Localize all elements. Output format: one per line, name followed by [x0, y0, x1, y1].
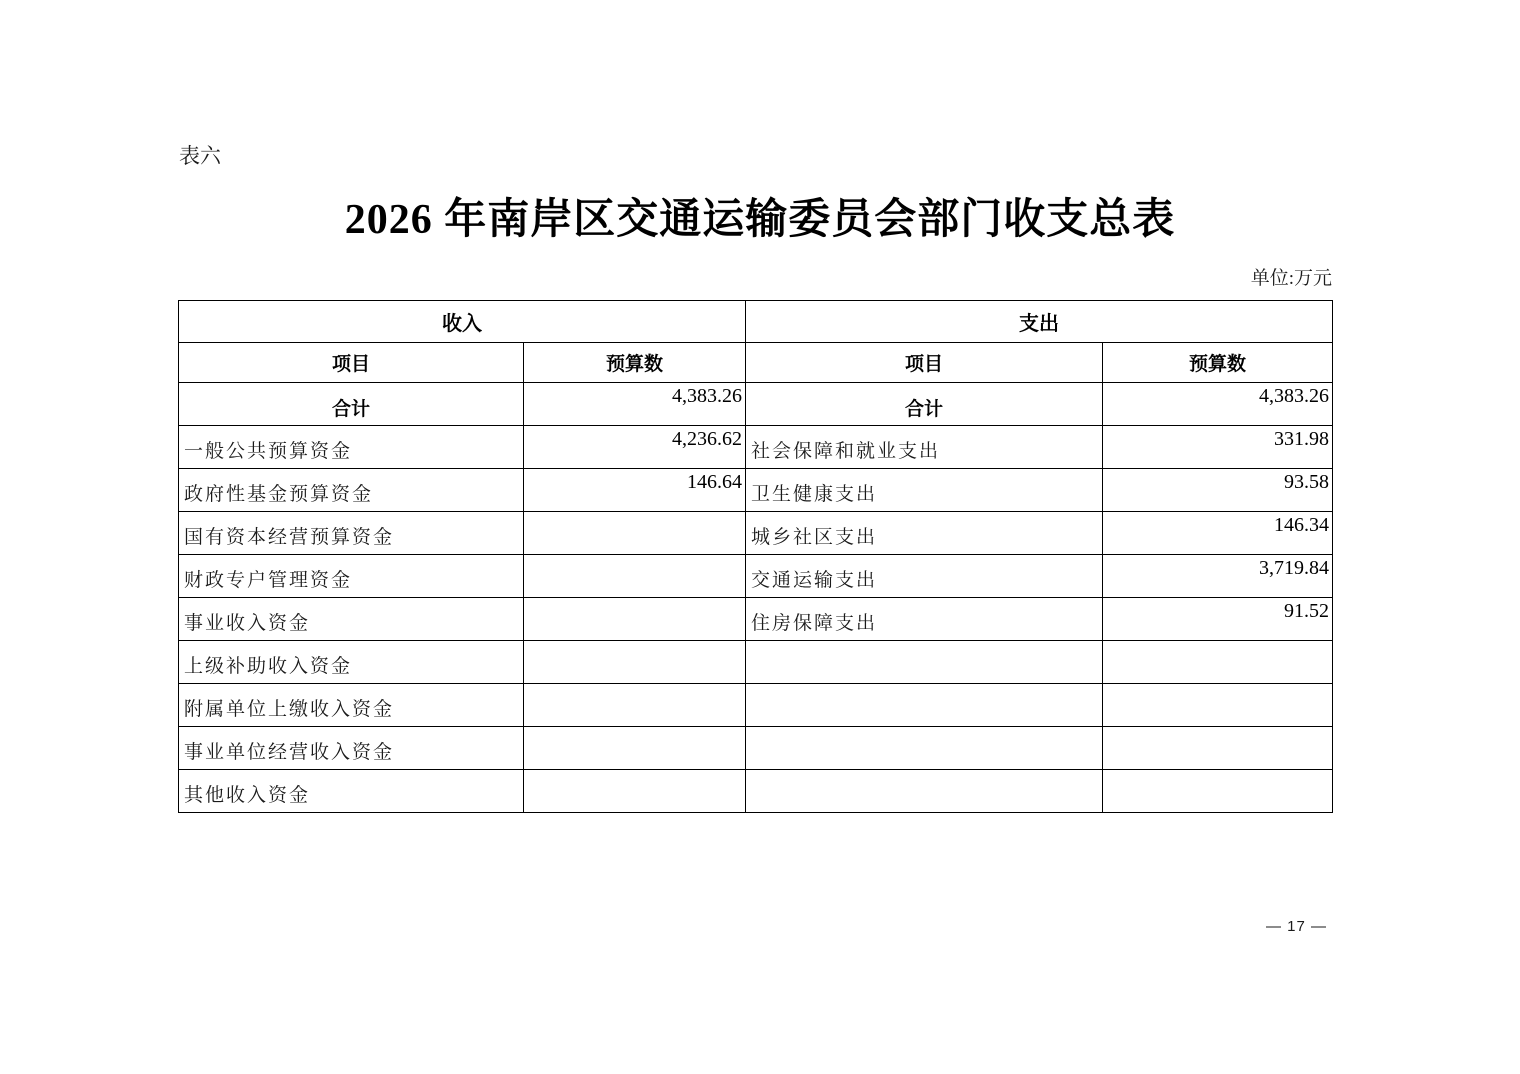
expense-item-cell	[746, 770, 1103, 813]
expense-section-header: 支出	[746, 301, 1333, 343]
unit-label: 单位:万元	[1250, 268, 1332, 289]
table-row	[179, 555, 1333, 598]
income-item-cell: 国有资本经营预算资金	[179, 512, 524, 555]
income-item-cell: 事业收入资金	[179, 598, 524, 641]
table-row	[179, 512, 1333, 555]
income-value-cell: 4,236.62	[524, 426, 746, 469]
income-budget-header: 预算数	[524, 343, 746, 383]
income-value-cell	[524, 555, 746, 598]
income-value-cell: 4,383.26	[524, 383, 746, 426]
table-label: 表六	[179, 144, 221, 168]
table-column-header-row	[179, 343, 1333, 383]
page-number: — 17 —	[1266, 918, 1328, 935]
expense-value-cell: 146.34	[1103, 512, 1333, 555]
income-item-cell: 政府性基金预算资金	[179, 469, 524, 512]
income-section-header: 收入	[179, 301, 746, 343]
income-item-header: 项目	[179, 343, 524, 383]
expense-value-cell: 3,719.84	[1103, 555, 1333, 598]
expense-item-cell: 卫生健康支出	[746, 469, 1103, 512]
expense-item-cell	[746, 641, 1103, 684]
income-value-cell	[524, 684, 746, 727]
income-item-cell: 财政专户管理资金	[179, 555, 524, 598]
income-item-cell: 附属单位上缴收入资金	[179, 684, 524, 727]
expense-item-cell: 交通运输支出	[746, 555, 1103, 598]
expense-item-cell: 社会保障和就业支出	[746, 426, 1103, 469]
income-value-cell	[524, 641, 746, 684]
income-item-cell: 其他收入资金	[179, 770, 524, 813]
expense-value-cell	[1103, 727, 1333, 770]
income-value-cell	[524, 512, 746, 555]
table-row	[179, 727, 1333, 770]
table-section-header-row	[179, 301, 1333, 343]
income-value-cell: 146.64	[524, 469, 746, 512]
expense-budget-header: 预算数	[1103, 343, 1333, 383]
income-item-cell: 合计	[179, 383, 524, 426]
page-title: 2026 年南岸区交通运输委员会部门收支总表	[344, 197, 1176, 243]
income-value-cell	[524, 770, 746, 813]
expense-item-header: 项目	[746, 343, 1103, 383]
income-item-cell: 一般公共预算资金	[179, 426, 524, 469]
table-row-total	[179, 383, 1333, 426]
expense-value-cell: 331.98	[1103, 426, 1333, 469]
income-item-cell: 事业单位经营收入资金	[179, 727, 524, 770]
table-row	[179, 770, 1333, 813]
table-row	[179, 469, 1333, 512]
expense-item-cell	[746, 684, 1103, 727]
income-value-cell	[524, 598, 746, 641]
expense-value-cell: 91.52	[1103, 598, 1333, 641]
table-row	[179, 684, 1333, 727]
expense-item-cell: 合计	[746, 383, 1103, 426]
expense-value-cell: 93.58	[1103, 469, 1333, 512]
table-row	[179, 598, 1333, 641]
expense-value-cell: 4,383.26	[1103, 383, 1333, 426]
expense-value-cell	[1103, 641, 1333, 684]
budget-table	[178, 300, 1333, 813]
table-row	[179, 641, 1333, 684]
expense-item-cell	[746, 727, 1103, 770]
expense-item-cell: 住房保障支出	[746, 598, 1103, 641]
expense-value-cell	[1103, 684, 1333, 727]
income-value-cell	[524, 727, 746, 770]
income-item-cell: 上级补助收入资金	[179, 641, 524, 684]
expense-item-cell: 城乡社区支出	[746, 512, 1103, 555]
table-row	[179, 426, 1333, 469]
expense-value-cell	[1103, 770, 1333, 813]
